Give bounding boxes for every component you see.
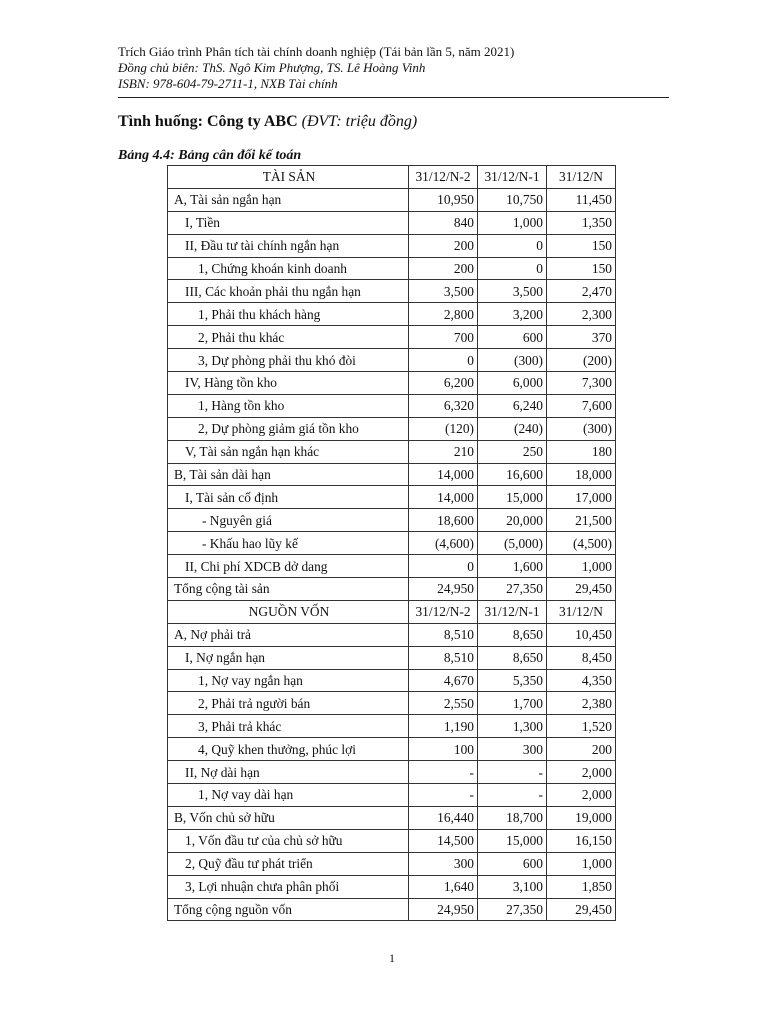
row-value: 370 (547, 326, 616, 349)
table-row (168, 669, 616, 692)
row-value: 8,510 (409, 646, 478, 669)
row-value: 8,450 (547, 646, 616, 669)
row-value: 1,300 (478, 715, 547, 738)
row-value: 2,470 (547, 280, 616, 303)
row-label: 1, Nợ vay ngắn hạn (168, 669, 409, 692)
row-value: 1,190 (409, 715, 478, 738)
table-caption: Bảng 4.4: Bảng cân đối kế toán (118, 148, 302, 163)
row-value: (4,500) (547, 532, 616, 555)
row-label: 2, Quỹ đầu tư phát triển (168, 852, 409, 875)
row-value: (5,000) (478, 532, 547, 555)
row-value: 3,500 (478, 280, 547, 303)
row-label: III, Các khoản phải thu ngắn hạn (168, 280, 409, 303)
row-label: II, Chi phí XDCB dở dang (168, 555, 409, 578)
row-value: 14,500 (409, 829, 478, 852)
row-value: 4,350 (547, 669, 616, 692)
row-value: 6,000 (478, 372, 547, 395)
row-value: 7,300 (547, 372, 616, 395)
row-value: 31/12/N-1 (478, 600, 547, 623)
table-row (168, 280, 616, 303)
row-label: Tổng cộng tài sản (168, 578, 409, 601)
row-value: (200) (547, 349, 616, 372)
row-value: 20,000 (478, 509, 547, 532)
row-value: 600 (478, 326, 547, 349)
row-value: 100 (409, 738, 478, 761)
row-value: 1,850 (547, 875, 616, 898)
row-label: I, Nợ ngắn hạn (168, 646, 409, 669)
row-value: 1,600 (478, 555, 547, 578)
row-value: 1,000 (478, 211, 547, 234)
table-row (168, 829, 616, 852)
header-divider (118, 97, 669, 98)
table-row (168, 806, 616, 829)
table-section-header-row (168, 166, 616, 189)
row-value: 14,000 (409, 463, 478, 486)
row-value: 6,320 (409, 394, 478, 417)
row-value: 0 (409, 349, 478, 372)
row-value: 31/12/N (547, 600, 616, 623)
header-editors-line: Đồng chủ biên: ThS. Ngô Kim Phượng, TS. Lê Hoàng Vinh (118, 60, 426, 75)
row-value: 8,510 (409, 623, 478, 646)
row-value: (120) (409, 417, 478, 440)
table-row (168, 623, 616, 646)
row-label: 1, Nợ vay dài hạn (168, 784, 409, 807)
table-row (168, 761, 616, 784)
row-label: A, Tài sản ngắn hạn (168, 188, 409, 211)
table-row (168, 211, 616, 234)
row-label: B, Vốn chủ sở hữu (168, 806, 409, 829)
balance-sheet-table (167, 165, 616, 921)
row-value: 21,500 (547, 509, 616, 532)
row-value: (300) (478, 349, 547, 372)
row-label: 3, Lợi nhuận chưa phân phối (168, 875, 409, 898)
table-row (168, 898, 616, 921)
case-unit: (ĐVT: triệu đồng) (301, 113, 418, 130)
table-row (168, 784, 616, 807)
row-value: 1,520 (547, 715, 616, 738)
table-row (168, 417, 616, 440)
row-label: 1, Vốn đầu tư của chủ sở hữu (168, 829, 409, 852)
row-label: 1, Phải thu khách hàng (168, 303, 409, 326)
case-heading (118, 112, 417, 132)
row-value: 31/12/N (547, 166, 616, 189)
row-value: 16,440 (409, 806, 478, 829)
row-value: 3,200 (478, 303, 547, 326)
row-value: 200 (409, 234, 478, 257)
row-value: 18,600 (409, 509, 478, 532)
row-label: Tổng cộng nguồn vốn (168, 898, 409, 921)
row-value: 16,150 (547, 829, 616, 852)
table-row (168, 326, 616, 349)
row-value: 1,000 (547, 852, 616, 875)
table-row (168, 555, 616, 578)
row-value: - (478, 761, 547, 784)
table-row (168, 509, 616, 532)
row-value: (240) (478, 417, 547, 440)
row-value: 250 (478, 440, 547, 463)
row-label: IV, Hàng tồn kho (168, 372, 409, 395)
row-value: 10,950 (409, 188, 478, 211)
row-label: II, Đầu tư tài chính ngắn hạn (168, 234, 409, 257)
row-label: NGUỒN VỐN (168, 600, 409, 623)
row-value: 150 (547, 257, 616, 280)
row-value: 15,000 (478, 486, 547, 509)
row-value: 31/12/N-2 (409, 166, 478, 189)
row-value: 17,000 (547, 486, 616, 509)
row-value: 10,450 (547, 623, 616, 646)
row-value: 180 (547, 440, 616, 463)
row-value: 7,600 (547, 394, 616, 417)
row-value: - (478, 784, 547, 807)
row-label: 1, Chứng khoán kinh doanh (168, 257, 409, 280)
row-value: 2,550 (409, 692, 478, 715)
row-value: 200 (547, 738, 616, 761)
row-value: 24,950 (409, 578, 478, 601)
table-row (168, 257, 616, 280)
row-value: 300 (409, 852, 478, 875)
row-label: I, Tài sản cố định (168, 486, 409, 509)
row-label: 2, Phải thu khác (168, 326, 409, 349)
row-value: 8,650 (478, 623, 547, 646)
row-value: 27,350 (478, 898, 547, 921)
row-value: 2,000 (547, 761, 616, 784)
row-value: 6,240 (478, 394, 547, 417)
row-label: 2, Phải trả người bán (168, 692, 409, 715)
table-row (168, 578, 616, 601)
row-value: 210 (409, 440, 478, 463)
row-value: 19,000 (547, 806, 616, 829)
row-value: 18,700 (478, 806, 547, 829)
row-label: TÀI SẢN (168, 166, 409, 189)
row-value: 29,450 (547, 898, 616, 921)
row-label: A, Nợ phải trả (168, 623, 409, 646)
table-row (168, 394, 616, 417)
row-label: 1, Hàng tồn kho (168, 394, 409, 417)
row-value: 300 (478, 738, 547, 761)
row-value: 2,000 (547, 784, 616, 807)
row-value: 840 (409, 211, 478, 234)
row-value: 8,650 (478, 646, 547, 669)
row-value: 2,800 (409, 303, 478, 326)
table-row (168, 852, 616, 875)
table-section-header-row (168, 600, 616, 623)
table-row (168, 303, 616, 326)
row-label: 4, Quỹ khen thưởng, phúc lợi (168, 738, 409, 761)
header-source-line: Trích Giáo trình Phân tích tài chính doanh nghiệp (Tái bản lần 5, năm 2021) (118, 44, 515, 59)
table-row (168, 715, 616, 738)
table-row (168, 646, 616, 669)
row-value: 27,350 (478, 578, 547, 601)
row-value: 11,450 (547, 188, 616, 211)
table-row (168, 349, 616, 372)
row-label: - Khấu hao lũy kế (168, 532, 409, 555)
row-value: 150 (547, 234, 616, 257)
row-value: 0 (478, 234, 547, 257)
row-value: - (409, 784, 478, 807)
row-value: 31/12/N-1 (478, 166, 547, 189)
row-value: (4,600) (409, 532, 478, 555)
row-value: 0 (409, 555, 478, 578)
row-label: 3, Dự phòng phải thu khó đòi (168, 349, 409, 372)
table-row (168, 532, 616, 555)
row-value: 2,380 (547, 692, 616, 715)
row-value: 0 (478, 257, 547, 280)
table-row (168, 738, 616, 761)
row-value: 6,200 (409, 372, 478, 395)
case-title: Tình huống: Công ty ABC (118, 113, 298, 130)
table-row (168, 440, 616, 463)
row-label: II, Nợ dài hạn (168, 761, 409, 784)
row-value: 24,950 (409, 898, 478, 921)
row-value: 31/12/N-2 (409, 600, 478, 623)
row-value: 4,670 (409, 669, 478, 692)
row-value: 2,300 (547, 303, 616, 326)
row-value: 600 (478, 852, 547, 875)
row-label: V, Tài sản ngắn hạn khác (168, 440, 409, 463)
table-row (168, 875, 616, 898)
row-label: - Nguyên giá (168, 509, 409, 532)
table-row (168, 463, 616, 486)
row-value: 1,000 (547, 555, 616, 578)
row-value: 5,350 (478, 669, 547, 692)
row-value: 10,750 (478, 188, 547, 211)
row-label: 2, Dự phòng giảm giá tồn kho (168, 417, 409, 440)
row-label: 3, Phải trả khác (168, 715, 409, 738)
row-value: - (409, 761, 478, 784)
table-row (168, 692, 616, 715)
row-label: I, Tiền (168, 211, 409, 234)
row-value: 29,450 (547, 578, 616, 601)
row-value: 15,000 (478, 829, 547, 852)
row-value: 16,600 (478, 463, 547, 486)
row-label: B, Tài sản dài hạn (168, 463, 409, 486)
row-value: 3,500 (409, 280, 478, 303)
row-value: 3,100 (478, 875, 547, 898)
row-value: 1,640 (409, 875, 478, 898)
table-row (168, 372, 616, 395)
table-row (168, 486, 616, 509)
row-value: 200 (409, 257, 478, 280)
row-value: 18,000 (547, 463, 616, 486)
row-value: 1,700 (478, 692, 547, 715)
row-value: (300) (547, 417, 616, 440)
row-value: 1,350 (547, 211, 616, 234)
page-number: 1 (389, 951, 395, 965)
table-row (168, 188, 616, 211)
header-isbn-line: ISBN: 978-604-79-2711-1, NXB Tài chính (118, 76, 338, 91)
row-value: 14,000 (409, 486, 478, 509)
row-value: 700 (409, 326, 478, 349)
table-row (168, 234, 616, 257)
